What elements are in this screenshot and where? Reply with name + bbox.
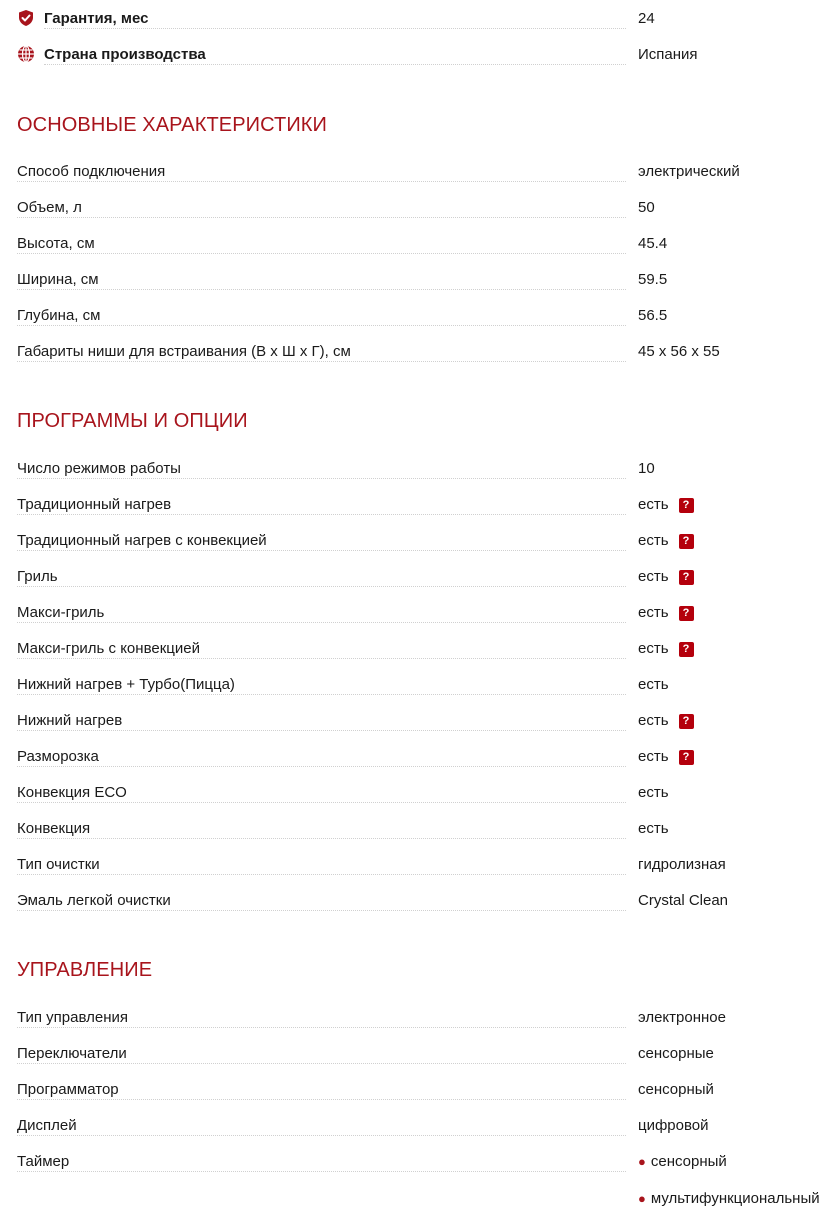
help-icon[interactable]: ? <box>679 750 694 765</box>
help-icon[interactable]: ? <box>679 606 694 621</box>
help-icon[interactable]: ? <box>679 498 694 513</box>
spec-value: 56.5 <box>638 307 668 324</box>
spec-row <box>17 776 828 812</box>
spec-value: 24 <box>638 10 655 27</box>
dotted-leader <box>17 838 626 839</box>
spec-label: Дисплей <box>17 1117 83 1135</box>
spec-label: Высота, см <box>17 235 101 253</box>
spec-value-text: мультифункциональный <box>650 1190 820 1207</box>
spec-label: Гриль <box>17 568 64 586</box>
bullet-icon: ● <box>638 1191 646 1206</box>
dotted-leader <box>17 1135 626 1136</box>
dotted-leader <box>17 253 626 254</box>
spec-value: 59.5 <box>638 271 668 288</box>
spec-value: сенсорные <box>638 1045 714 1062</box>
dotted-leader <box>17 730 626 731</box>
help-icon[interactable]: ? <box>679 714 694 729</box>
dotted-leader <box>17 550 626 551</box>
spec-value: цифровой <box>638 1117 709 1134</box>
spec-value <box>638 496 694 514</box>
spec-row <box>17 884 828 920</box>
spec-value: есть <box>638 784 669 801</box>
spec-label: Глубина, см <box>17 307 106 325</box>
spec-value-text: есть <box>638 640 669 657</box>
globe-icon <box>17 45 35 63</box>
spec-label: Макси-гриль с конвекцией <box>17 640 206 658</box>
dotted-leader <box>17 694 626 695</box>
spec-value: есть <box>638 676 669 693</box>
spec-row <box>17 812 828 848</box>
spec-label: Нижний нагрев <box>17 712 128 730</box>
spec-row <box>17 335 828 371</box>
dotted-leader <box>17 766 626 767</box>
spec-value-text: есть <box>638 748 669 765</box>
dotted-leader <box>17 514 626 515</box>
spec-value: сенсорный <box>638 1081 714 1098</box>
spec-row <box>17 227 828 263</box>
spec-value: 10 <box>638 460 655 477</box>
section-title-programs: ПРОГРАММЫ И ОПЦИИ <box>17 410 248 432</box>
spec-label: Эмаль легкой очистки <box>17 892 177 910</box>
spec-value-extra <box>638 1190 820 1208</box>
spec-label: Число режимов работы <box>17 460 187 478</box>
dotted-leader <box>17 802 626 803</box>
spec-row <box>17 452 828 488</box>
spec-row <box>17 848 828 884</box>
spec-label: Тип очистки <box>17 856 106 874</box>
spec-row <box>17 191 828 227</box>
dotted-leader <box>17 1027 626 1028</box>
dotted-leader <box>17 874 626 875</box>
bullet-icon: ● <box>638 1154 646 1169</box>
spec-label: Традиционный нагрев <box>17 496 177 514</box>
spec-label: Программатор <box>17 1081 125 1099</box>
dotted-leader <box>17 1171 626 1172</box>
spec-value: есть <box>638 820 669 837</box>
spec-value <box>638 604 694 622</box>
spec-value <box>638 1153 727 1171</box>
help-icon[interactable]: ? <box>679 570 694 585</box>
shield-check-icon <box>17 9 35 27</box>
spec-value: гидролизная <box>638 856 726 873</box>
dotted-leader <box>17 586 626 587</box>
spec-value <box>638 748 694 766</box>
spec-row <box>17 524 828 560</box>
spec-label: Габариты ниши для встраивания (В х Ш х Г), см <box>17 343 357 361</box>
dotted-leader <box>17 478 626 479</box>
spec-label: Нижний нагрев + Турбо(Пицца) <box>17 676 241 694</box>
spec-row-warranty <box>17 2 828 38</box>
dotted-leader <box>17 622 626 623</box>
spec-row <box>17 632 828 668</box>
spec-label: Тип управления <box>17 1009 134 1027</box>
spec-label: Традиционный нагрев с конвекцией <box>17 532 273 550</box>
dotted-leader <box>17 289 626 290</box>
spec-value: Испания <box>638 46 698 63</box>
spec-row <box>17 596 828 632</box>
dotted-leader <box>17 181 626 182</box>
spec-row <box>17 299 828 335</box>
dotted-leader <box>44 28 626 29</box>
spec-value <box>638 712 694 730</box>
spec-value <box>638 532 694 550</box>
spec-value: 45 х 56 х 55 <box>638 343 720 360</box>
spec-value: Crystal Clean <box>638 892 729 909</box>
help-icon[interactable]: ? <box>679 534 694 549</box>
spec-value: 50 <box>638 199 655 216</box>
spec-label: Разморозка <box>17 748 105 766</box>
spec-value-text: есть <box>638 496 669 513</box>
spec-label: Ширина, см <box>17 271 105 289</box>
spec-value <box>638 568 694 586</box>
dotted-leader <box>17 361 626 362</box>
dotted-leader <box>17 658 626 659</box>
spec-label: Конвекция <box>17 820 96 838</box>
spec-label: Страна производства <box>44 46 212 64</box>
spec-row <box>17 155 828 191</box>
spec-row <box>17 1109 828 1145</box>
dotted-leader <box>17 1099 626 1100</box>
dotted-leader <box>44 64 626 65</box>
spec-value-text: есть <box>638 712 669 729</box>
spec-row-country <box>17 38 828 74</box>
spec-label: Конвекция ECO <box>17 784 133 802</box>
help-icon[interactable]: ? <box>679 642 694 657</box>
spec-row <box>17 1037 828 1073</box>
dotted-leader <box>17 1063 626 1064</box>
spec-value: электронное <box>638 1009 726 1026</box>
spec-label: Таймер <box>17 1153 75 1171</box>
spec-value-text: есть <box>638 604 669 621</box>
spec-row <box>17 740 828 776</box>
spec-row <box>17 704 828 740</box>
spec-value <box>638 640 694 658</box>
section-title-main: ОСНОВНЫЕ ХАРАКТЕРИСТИКИ <box>17 114 328 136</box>
spec-row <box>17 1001 828 1037</box>
spec-row <box>17 668 828 704</box>
spec-value-text: есть <box>638 568 669 585</box>
dotted-leader <box>17 910 626 911</box>
spec-row <box>17 263 828 299</box>
spec-label: Гарантия, мес <box>44 10 154 28</box>
spec-row <box>17 1073 828 1109</box>
spec-row <box>17 488 828 524</box>
dotted-leader <box>17 325 626 326</box>
spec-label: Макси-гриль <box>17 604 110 622</box>
spec-value: электрический <box>638 163 740 180</box>
section-title-control: УПРАВЛЕНИЕ <box>17 959 153 981</box>
spec-label: Объем, л <box>17 199 88 217</box>
spec-value-text: сенсорный <box>650 1153 727 1170</box>
dotted-leader <box>17 217 626 218</box>
spec-label: Переключатели <box>17 1045 133 1063</box>
spec-row-timer <box>17 1145 828 1181</box>
spec-row <box>17 560 828 596</box>
spec-value-text: есть <box>638 532 669 549</box>
spec-label: Способ подключения <box>17 163 171 181</box>
spec-value: 45.4 <box>638 235 668 252</box>
